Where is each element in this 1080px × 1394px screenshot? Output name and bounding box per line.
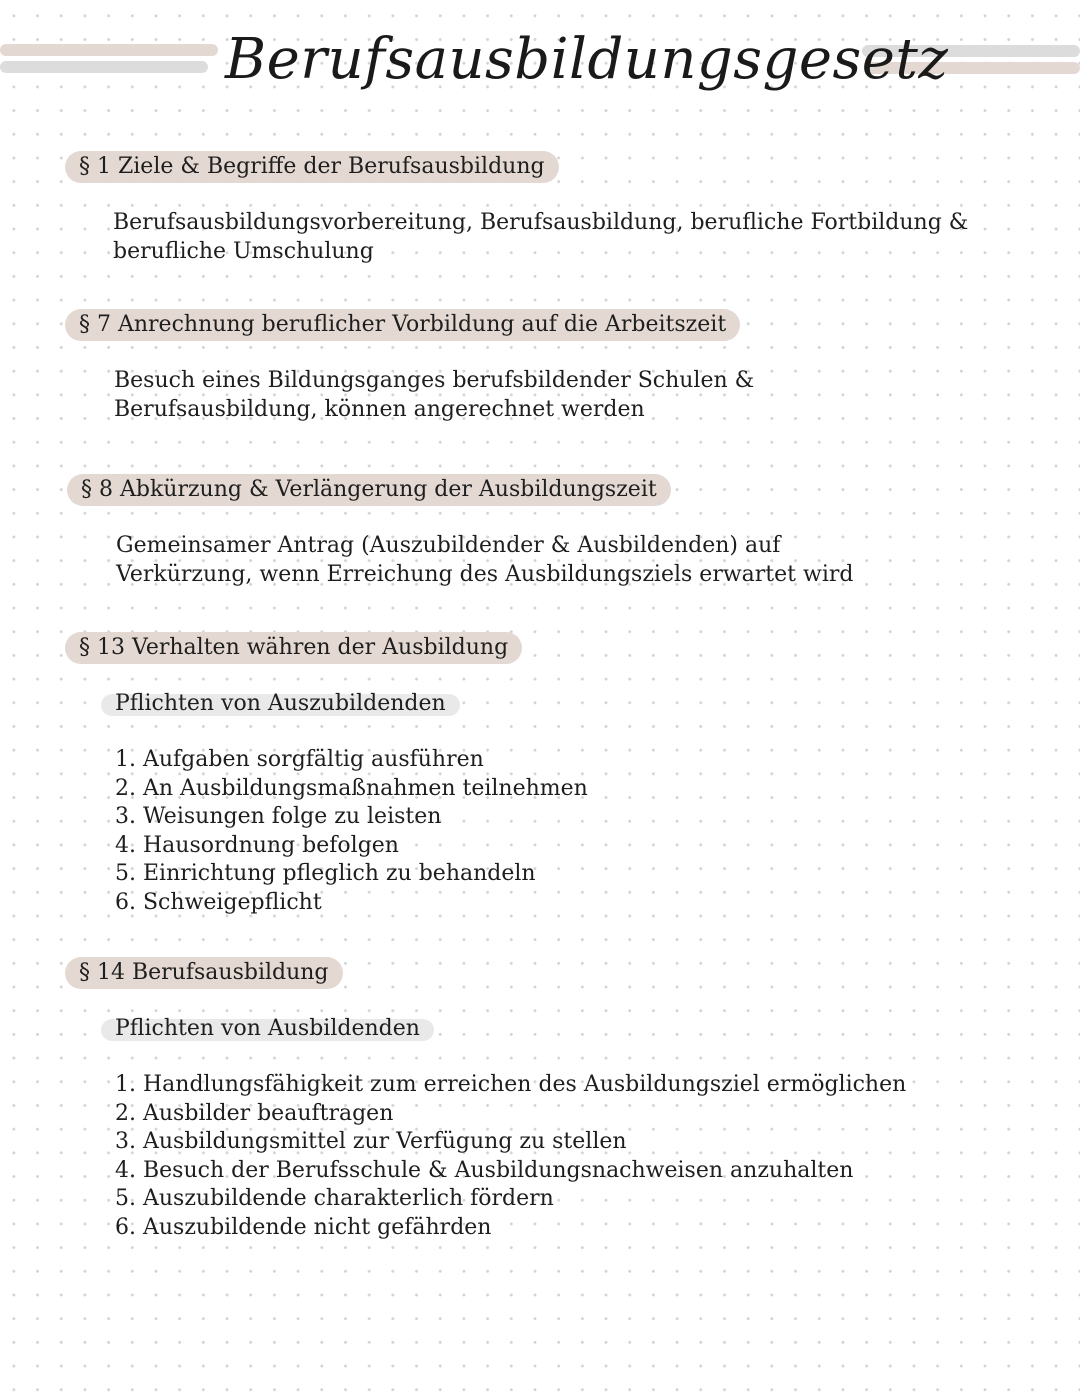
duties-list-trainers	[115, 1071, 906, 1243]
text-line: Berufsausbildung, können angerechnet werden	[114, 396, 645, 422]
list-item: 5. Auszubildende charakterlich fördern	[115, 1186, 554, 1212]
section-text-1	[113, 209, 968, 266]
section-text-7	[114, 367, 754, 424]
list-item: 3. Ausbildungsmittel zur Verfügung zu stellen	[115, 1129, 627, 1155]
page-title: Berufsausbildungsgesetz	[225, 27, 949, 92]
list-item: 6. Schweigepflicht	[115, 889, 322, 915]
section-heading-1: § 1 Ziele & Begriffe der Berufsausbildung	[65, 151, 559, 183]
list-item: 5. Einrichtung pfleglich zu behandeln	[115, 861, 536, 887]
list-item: 6. Auszubildende nicht gefährden	[115, 1214, 492, 1240]
list-item: 3. Weisungen folge zu leisten	[115, 804, 442, 830]
text-line: Verkürzung, wenn Erreichung des Ausbildungsziels erwartet wird	[116, 561, 854, 587]
section-heading-7: § 7 Anrechnung beruflicher Vorbildung auf die Arbeitszeit	[65, 309, 740, 341]
title-band-left-beige	[0, 44, 218, 56]
section-heading-13: § 13 Verhalten währen der Ausbildung	[65, 632, 522, 664]
section-subheading-13: Pflichten von Auszubildenden	[107, 690, 446, 718]
section-text-8	[116, 532, 853, 589]
section-heading-14: § 14 Berufsausbildung	[65, 957, 343, 989]
duties-list-trainees	[115, 746, 588, 918]
text-line: Gemeinsamer Antrag (Auszubildender & Ausbildenden) auf	[116, 533, 781, 558]
title-band-left-grey	[0, 61, 208, 73]
text-line: berufliche Umschulung	[113, 238, 374, 264]
list-item: 2. Ausbilder beauftragen	[115, 1100, 394, 1126]
list-item: 2. An Ausbildungsmaßnahmen teilnehmen	[115, 775, 588, 801]
text-line: Berufsausbildungsvorbereitung, Berufsausbildung, berufliche Fortbildung &	[113, 210, 969, 235]
list-item: 4. Besuch der Berufsschule & Ausbildungsnachweisen anzuhalten	[115, 1157, 854, 1183]
section-subheading-14: Pflichten von Ausbildenden	[107, 1015, 420, 1043]
list-item: 1. Handlungsfähigkeit zum erreichen des Ausbildungsziel ermöglichen	[115, 1072, 907, 1097]
text-line: Besuch eines Bildungsganges berufsbildender Schulen &	[114, 368, 755, 393]
list-item: 1. Aufgaben sorgfältig ausführen	[115, 747, 484, 772]
list-item: 4. Hausordnung befolgen	[115, 832, 399, 858]
section-heading-8: § 8 Abkürzung & Verlängerung der Ausbildungszeit	[67, 474, 671, 506]
